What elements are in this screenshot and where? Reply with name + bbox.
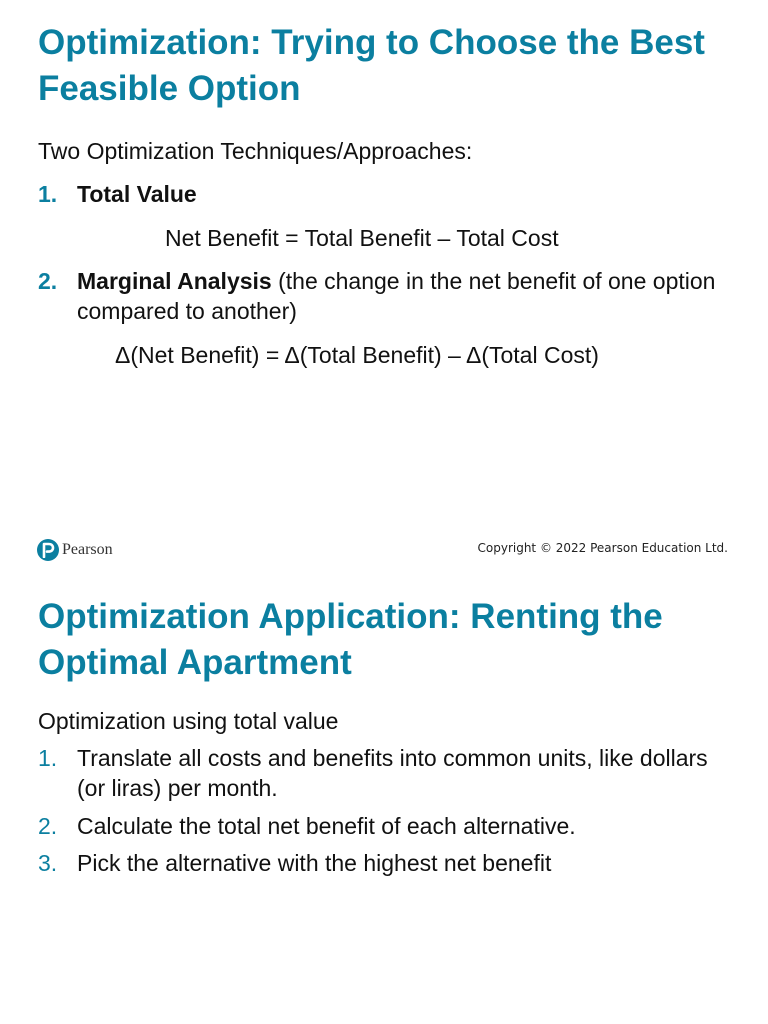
list-number: 2. xyxy=(38,813,58,839)
list-item xyxy=(38,811,728,841)
list-item-text: Translate all costs and benefits into common units, like dollars (or liras) per month. xyxy=(77,745,708,801)
copyright-notice: Copyright © 2022 Pearson Education Ltd. xyxy=(477,541,728,555)
list-number: 3. xyxy=(38,850,58,876)
list-item-heading: Total Value xyxy=(77,181,197,207)
list-item-heading: Marginal Analysis xyxy=(77,268,272,294)
list-item-text: Pick the alternative with the highest net benefit xyxy=(77,850,552,876)
slide-2-title: Optimization Application: Renting the Optimal Apartment xyxy=(38,597,663,682)
list-number: 2. xyxy=(38,268,58,294)
delta-net-benefit-formula: Δ(Net Benefit) = Δ(Total Benefit) – Δ(Total Cost) xyxy=(115,342,599,368)
net-benefit-formula: Net Benefit = Total Benefit – Total Cost xyxy=(165,225,559,251)
slide-2-intro: Optimization using total value xyxy=(38,708,339,734)
pearson-wordmark: Pearson xyxy=(62,541,113,558)
list-item xyxy=(38,848,728,878)
pearson-logo xyxy=(37,539,113,561)
slide-2 xyxy=(0,576,768,1024)
slide-1-intro: Two Optimization Techniques/Approaches: xyxy=(38,138,473,164)
list-number: 1. xyxy=(38,745,58,771)
list-item xyxy=(38,743,728,803)
list-number: 1. xyxy=(38,181,58,207)
slide-1-title: Optimization: Trying to Choose the Best Feasible Option xyxy=(38,23,705,108)
list-item-text: Calculate the total net benefit of each alternative. xyxy=(77,813,576,839)
list-item-marginal-analysis xyxy=(38,266,728,326)
list-item-total-value xyxy=(38,179,728,209)
pearson-p-icon xyxy=(37,539,59,561)
list-item-description: (the change in the net benefit of one option compared to another) xyxy=(77,268,716,324)
